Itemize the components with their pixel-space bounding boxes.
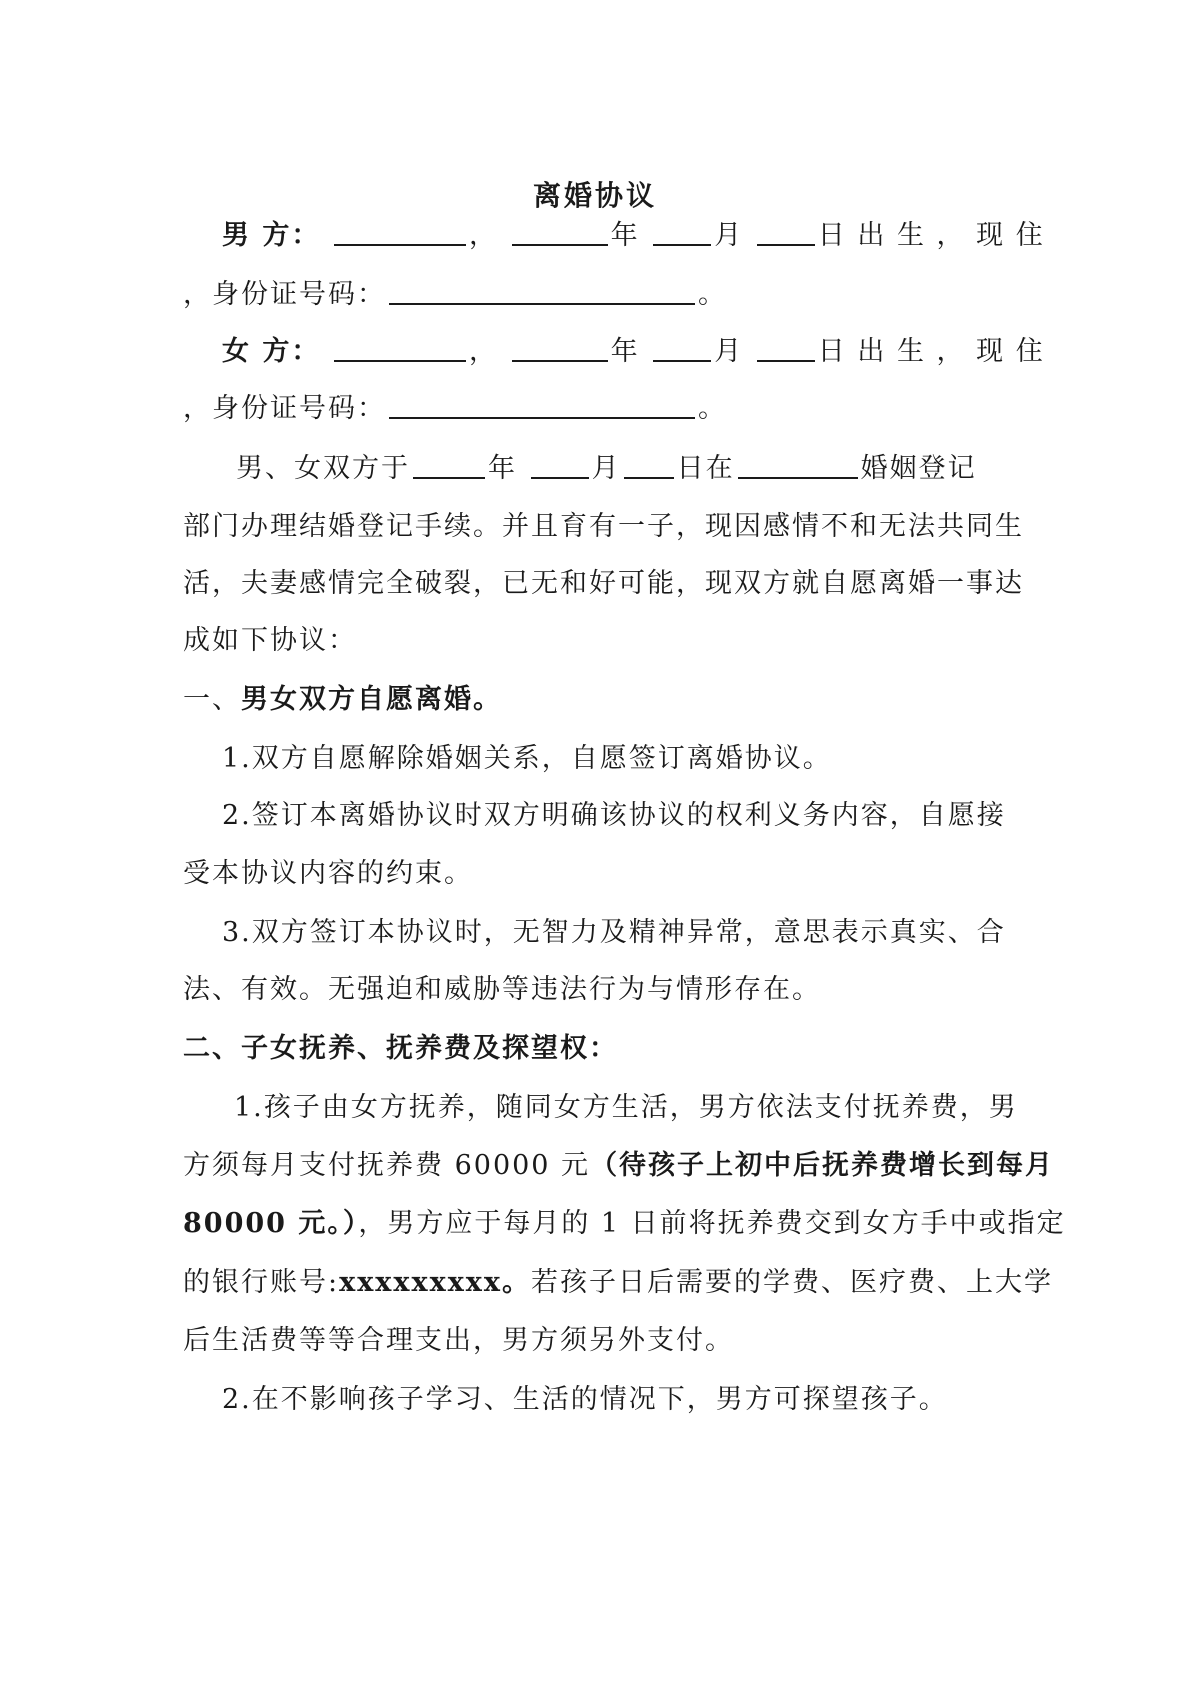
male-birth-day-blank[interactable] <box>757 218 815 246</box>
marriage-day-blank[interactable] <box>624 451 674 479</box>
male-name-blank[interactable] <box>334 218 466 246</box>
male-label: 男 方 <box>222 220 292 251</box>
female-id-line <box>183 391 1013 427</box>
bank-account-label: 的银行账号: <box>183 1267 340 1298</box>
marriage-month-label: 月 <box>591 453 621 484</box>
extra-expenses-intro: 若孩子日后需要的学费、医疗费、上大学 <box>530 1267 1053 1298</box>
child-support-amount: 方须每月支付抚养费 60000 元 <box>183 1150 591 1181</box>
marriage-year-label: 年 <box>488 453 517 484</box>
marriage-intro: 男、女双方于 <box>236 453 410 484</box>
section-1-heading <box>183 682 1013 718</box>
child-support-increased-amount: 80000 元。） <box>183 1208 359 1239</box>
marriage-year-blank[interactable] <box>413 451 485 479</box>
female-comma: ， <box>469 336 498 367</box>
marriage-line-2: 部门办理结婚登记手续。并且育有一子，现因感情不和无法共同生 <box>183 511 1024 542</box>
female-birth-day-blank[interactable] <box>757 334 815 362</box>
female-colon: ： <box>291 336 321 367</box>
section-1-item-2-line-2: 受本协议内容的约束。 <box>183 858 473 889</box>
section-1-title: 男女双方自愿离婚。 <box>241 684 502 715</box>
section-1-item-3-line-2: 法、有效。无强迫和威胁等违法行为与情形存在。 <box>183 974 821 1005</box>
marriage-line-4: 成如下协议： <box>183 625 357 656</box>
male-month-label: 月 <box>714 220 744 251</box>
marriage-registry-label: 婚姻登记 <box>860 453 977 484</box>
male-party-line <box>222 218 1045 254</box>
female-id-label: ，身份证号码： <box>183 393 386 424</box>
male-birth-year-blank[interactable] <box>512 218 608 246</box>
section-1-number: 一、 <box>183 684 241 715</box>
marriage-line-3: 活，夫妻感情完全破裂，已无和好可能，现双方就自愿离婚一事达 <box>183 568 1024 599</box>
female-name-blank[interactable] <box>334 334 466 362</box>
female-birth-year-blank[interactable] <box>512 334 608 362</box>
male-id-label: ，身份证号码： <box>183 279 386 310</box>
female-label: 女 方 <box>222 336 292 367</box>
section-1-item-1: 1.双方自愿解除婚姻关系，自愿签订离婚协议。 <box>222 743 832 774</box>
male-comma: ， <box>469 220 498 251</box>
section-1-item-2-line-1: 2.签订本离婚协议时双方明确该协议的权利义务内容，自愿接 <box>222 800 1006 831</box>
document-title: 离婚协议 <box>532 179 657 212</box>
child-support-payment-terms: ，男方应于每月的 1 日前将抚养费交到女方手中或指定 <box>358 1208 1066 1239</box>
male-id-end: 。 <box>698 279 727 310</box>
bank-account-number: xxxxxxxxx。 <box>339 1267 531 1298</box>
female-birth-month-blank[interactable] <box>653 334 711 362</box>
male-birth-residence: 出 生 ， 现 住 <box>857 220 1045 251</box>
male-year-label: 年 <box>610 220 640 251</box>
marriage-day-label: 日在 <box>676 453 735 484</box>
female-id-end: 。 <box>698 393 727 424</box>
male-birth-month-blank[interactable] <box>653 218 711 246</box>
section-2-item-1-line-5: 后生活费等等合理支出，男方须另外支付。 <box>183 1325 734 1356</box>
section-2-item-1-line-3 <box>183 1206 1066 1242</box>
marriage-line-1 <box>236 451 1016 487</box>
female-day-label: 日 <box>817 336 847 367</box>
section-2-heading: 二、子女抚养、抚养费及探望权： <box>183 1033 618 1064</box>
section-2-item-1-line-1: 1.孩子由女方抚养，随同女方生活，男方依法支付抚养费，男 <box>234 1092 1018 1123</box>
marriage-month-blank[interactable] <box>531 451 589 479</box>
child-support-increase-note: （待孩子上初中后抚养费增长到每月 <box>590 1150 1055 1181</box>
section-2-item-1-line-4 <box>183 1265 1053 1301</box>
female-month-label: 月 <box>714 336 744 367</box>
male-day-label: 日 <box>817 220 847 251</box>
section-1-item-3-line-1: 3.双方签订本协议时，无智力及精神异常，意思表示真实、合 <box>222 917 1006 948</box>
male-colon: ： <box>291 220 321 251</box>
section-2-item-2: 2.在不影响孩子学习、生活的情况下，男方可探望孩子。 <box>222 1384 948 1415</box>
marriage-office-blank[interactable] <box>738 451 858 479</box>
female-year-label: 年 <box>610 336 640 367</box>
male-id-line <box>183 277 1013 313</box>
male-id-blank[interactable] <box>389 277 695 305</box>
female-party-line <box>222 334 1045 370</box>
female-birth-residence: 出 生 ， 现 住 <box>857 336 1045 367</box>
female-id-blank[interactable] <box>389 391 695 419</box>
section-2-item-1-line-2 <box>183 1148 1055 1184</box>
